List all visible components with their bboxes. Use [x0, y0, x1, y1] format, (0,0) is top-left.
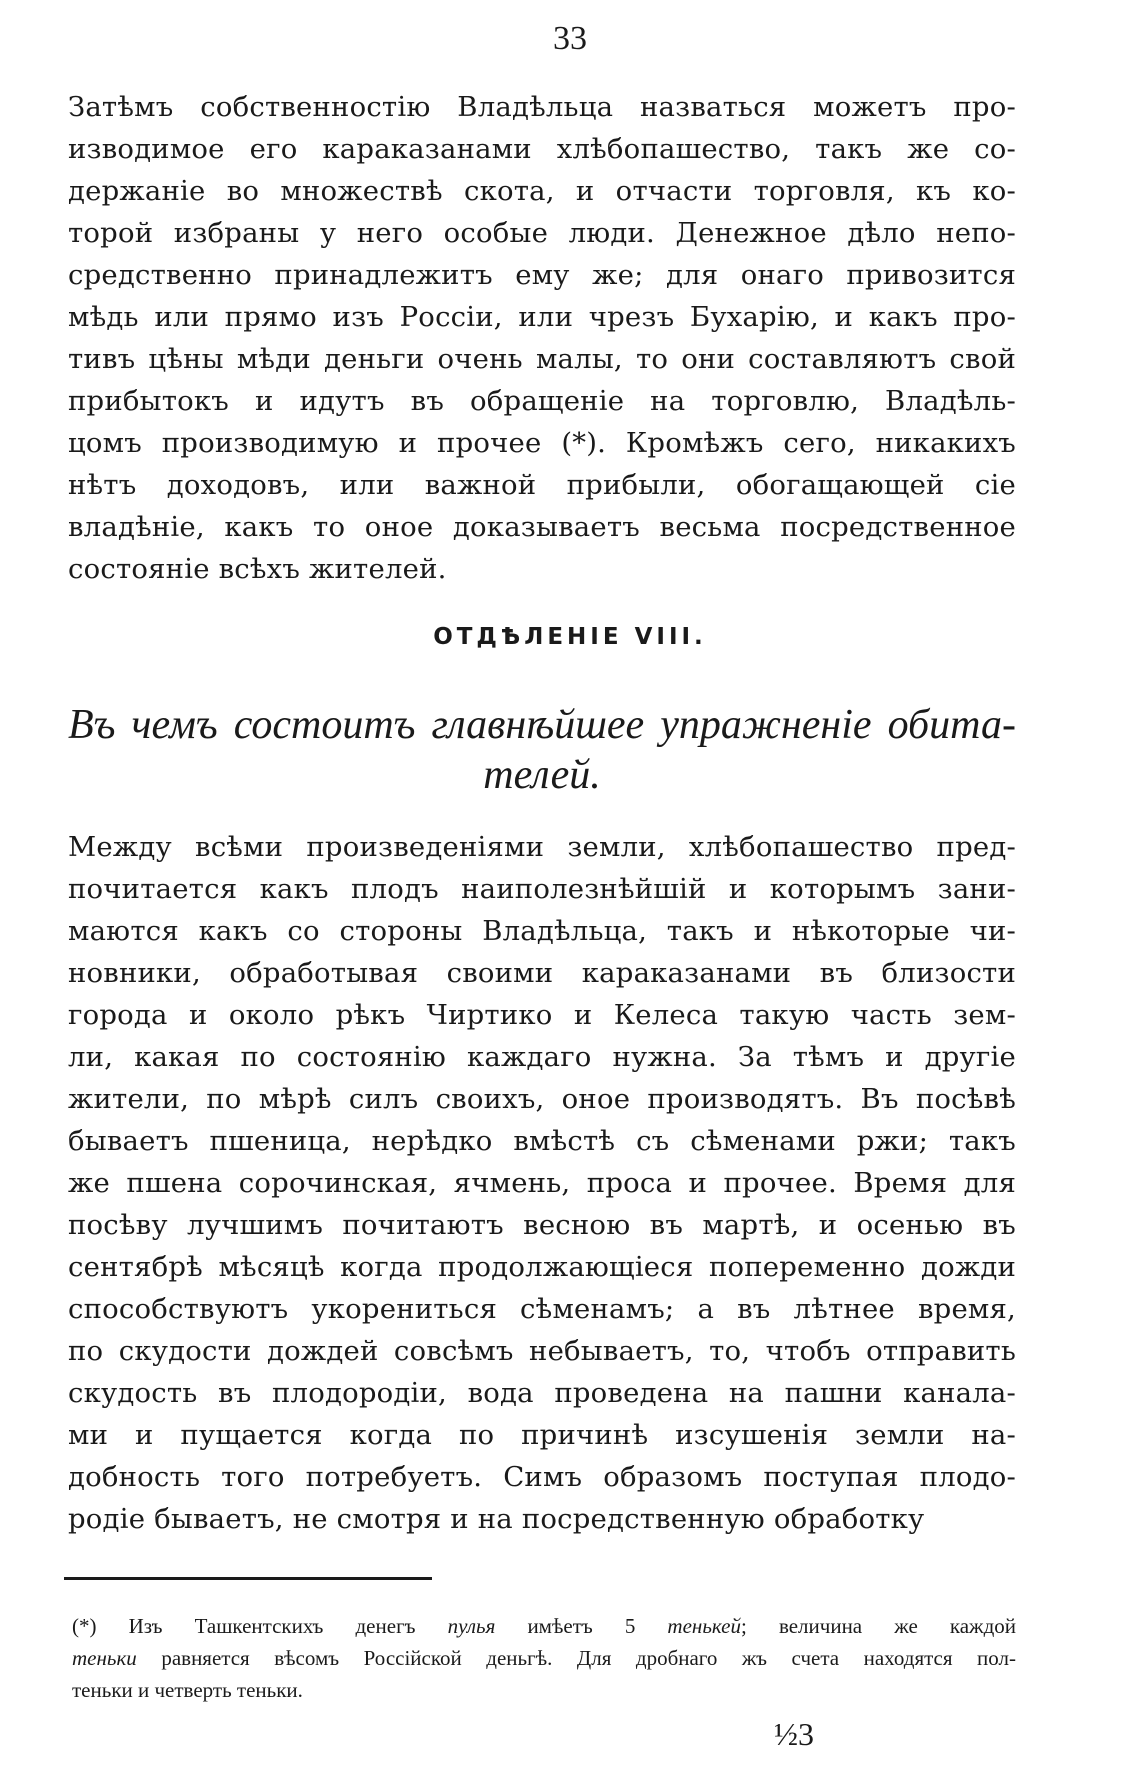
text-line: Между всѣми произведеніями земли, хлѣбопашество пред- — [68, 831, 1016, 863]
text-line: Затѣмъ собственностію Владѣльца назваться можетъ про- — [68, 91, 1016, 123]
text-line: держаніе во множествѣ скота, и отчасти торговля, къ ко- — [68, 175, 1016, 207]
footnote-term-tenki: теньки — [72, 1646, 137, 1670]
text-line: цомъ производимую и прочее (*). Кромѣжъ сего, никакихъ — [68, 427, 1016, 459]
paragraph-1 — [68, 86, 1016, 590]
page-number: 33 — [553, 20, 587, 57]
paragraph-2 — [68, 826, 1016, 1540]
text-line: торой избраны у него особые люди. Денежное дѣло непо- — [68, 217, 1016, 249]
text-line: владѣніе, какъ то оное доказываетъ весьма посредственное — [68, 511, 1016, 543]
text-line: нѣтъ доходовъ, или важной прибыли, обогащающей сіе — [68, 469, 1016, 501]
footnote-text: равняется вѣсомъ Россійской деньгѣ. Для дробнаго жъ счета находятся пол- — [136, 1646, 1016, 1670]
section-title-line-2: телей. — [483, 752, 601, 798]
text-line: ми и пущается когда по причинѣ изсушенія земли на- — [68, 1419, 1016, 1451]
section-title-line-1: Въ чемъ состоитъ главнѣйшее упражненіе обита- — [68, 702, 1016, 748]
text-line: добность того потребуетъ. Симъ образомъ поступая плодо- — [68, 1461, 1016, 1493]
footnote-line-3: теньки и четверть теньки. — [72, 1678, 303, 1702]
text-line: бываетъ пшеница, нерѣдко вмѣстѣ съ сѣменами ржи; такъ — [68, 1125, 1016, 1157]
text-line: маются какъ со стороны Владѣльца, такъ и нѣкоторые чи- — [68, 915, 1016, 947]
footnote-text: (*) Изъ Ташкентскихъ денегъ — [72, 1614, 448, 1638]
footnote-text: имѣетъ 5 — [495, 1614, 668, 1638]
text-line: ли, какая по состоянію каждаго нужна. За тѣмъ и другіе — [68, 1041, 1016, 1073]
text-line: прибытокъ и идутъ въ обращеніе на торговлю, Владѣль- — [68, 385, 1016, 417]
section-title — [68, 700, 1016, 800]
text-line: же пшена сорочинская, ячмень, проса и прочее. Время для — [68, 1167, 1016, 1199]
printer-signature-mark: ½3 — [774, 1716, 814, 1752]
text-line: сентябрѣ мѣсяцѣ когда продолжающіеся попеременно дожди — [68, 1251, 1016, 1283]
text-line: мѣдь или прямо изъ Россіи, или чрезъ Бухарію, и какъ про- — [68, 301, 1016, 333]
section-heading: ОТДѢЛЕНІЕ VIII. — [433, 624, 707, 650]
footnote — [72, 1610, 1016, 1706]
text-line: по скудости дождей совсѣмъ небываетъ, то, чтобъ отправить — [68, 1335, 1016, 1367]
text-line: посѣву лучшимъ почитаютъ весною въ мартѣ, и осенью въ — [68, 1209, 1016, 1241]
text-line: изводимое его караказанами хлѣбопашество, такъ же со- — [68, 133, 1016, 165]
footnote-line-2 — [72, 1642, 1016, 1674]
text-line: родіе бываетъ, не смотря и на посредственную обработку — [68, 1503, 925, 1535]
text-line: новники, обработывая своими караказанами въ близости — [68, 957, 1016, 989]
footnote-text: ; величина же каждой — [741, 1614, 1016, 1638]
text-line: города и около рѣкъ Чиртико и Келеса такую часть зем- — [68, 999, 1016, 1031]
text-line: почитается какъ плодъ наиполезнѣйшій и которымъ зани- — [68, 873, 1016, 905]
text-line: тивъ цѣны мѣди деньги очень малы, то они составляютъ свой — [68, 343, 1016, 375]
footnote-line-1 — [72, 1610, 1016, 1642]
footnote-term-tenkey: тенькей — [667, 1614, 742, 1638]
footnote-term-pulya: пулья — [447, 1614, 496, 1638]
text-line: способствуютъ укорениться сѣменамъ; а въ лѣтнее время, — [68, 1293, 1016, 1325]
text-line: средственно принадлежитъ ему же; для онаго привозится — [68, 259, 1016, 291]
text-line: скудость въ плодородіи, вода проведена на пашни канала- — [68, 1377, 1016, 1409]
text-line: состояніе всѣхъ жителей. — [68, 553, 447, 585]
footnote-divider — [64, 1577, 432, 1580]
text-line: жители, по мѣрѣ силъ своихъ, оное производятъ. Въ посѣвѣ — [68, 1083, 1016, 1115]
